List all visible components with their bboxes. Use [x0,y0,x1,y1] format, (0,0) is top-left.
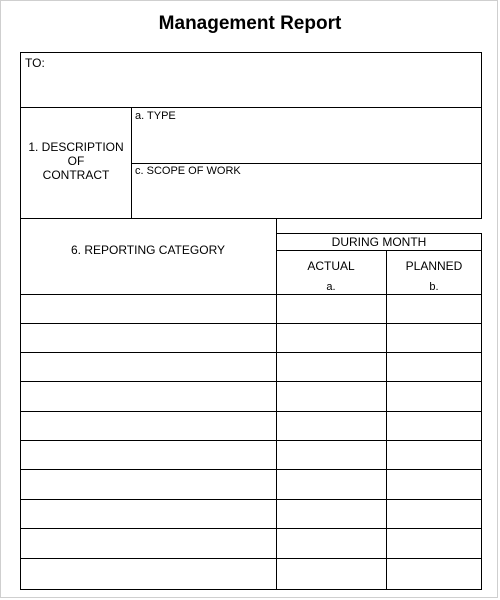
category-cell[interactable] [21,412,276,440]
category-cell[interactable] [21,382,276,411]
type-field[interactable] [132,108,481,163]
actual-cell[interactable] [277,559,386,589]
planned-cell[interactable] [387,500,481,528]
category-cell[interactable] [21,295,276,323]
actual-cell[interactable] [277,470,386,499]
category-cell[interactable] [21,500,276,528]
to-label: TO: [25,56,45,70]
description-label [21,140,131,182]
actual-cell[interactable] [277,441,386,469]
reporting-table [20,218,482,590]
actual-cell[interactable] [277,382,386,411]
planned-cell[interactable] [387,295,481,323]
category-cell[interactable] [21,529,276,558]
planned-cell[interactable] [387,382,481,411]
actual-cell[interactable] [277,412,386,440]
to-field[interactable] [20,52,482,108]
during-month-bottom-line [276,250,482,251]
actual-cell[interactable] [277,500,386,528]
during-month-header: DURING MONTH [331,235,427,249]
category-cell[interactable] [21,559,276,589]
actual-cell[interactable] [277,295,386,323]
scope-of-work-field[interactable] [132,164,481,218]
scope-of-work-label: c. SCOPE OF WORK [135,165,241,177]
planned-cell[interactable] [387,559,481,589]
description-label-line1: 1. DESCRIPTION [28,140,124,154]
actual-subheader: a. [326,281,336,293]
description-label-line3: CONTRACT [42,168,110,182]
page-title: Management Report [158,13,342,34]
planned-cell[interactable] [387,353,481,381]
actual-cell[interactable] [277,529,386,558]
planned-header: PLANNED [405,259,463,273]
type-label: a. TYPE [135,110,176,122]
planned-cell[interactable] [387,470,481,499]
category-cell[interactable] [21,441,276,469]
category-cell[interactable] [21,470,276,499]
planned-cell[interactable] [387,441,481,469]
category-cell[interactable] [21,353,276,381]
table-bottom-border [20,589,482,590]
actual-header: ACTUAL [307,259,355,273]
actual-cell[interactable] [277,324,386,352]
description-section [20,107,482,219]
description-label-line2: OF [67,154,85,168]
actual-cell[interactable] [277,353,386,381]
category-cell[interactable] [21,324,276,352]
reporting-category-header: 6. REPORTING CATEGORY [70,243,226,257]
during-month-top-line [276,233,482,234]
planned-subheader: b. [429,281,439,293]
planned-cell[interactable] [387,412,481,440]
planned-cell[interactable] [387,529,481,558]
planned-cell[interactable] [387,324,481,352]
